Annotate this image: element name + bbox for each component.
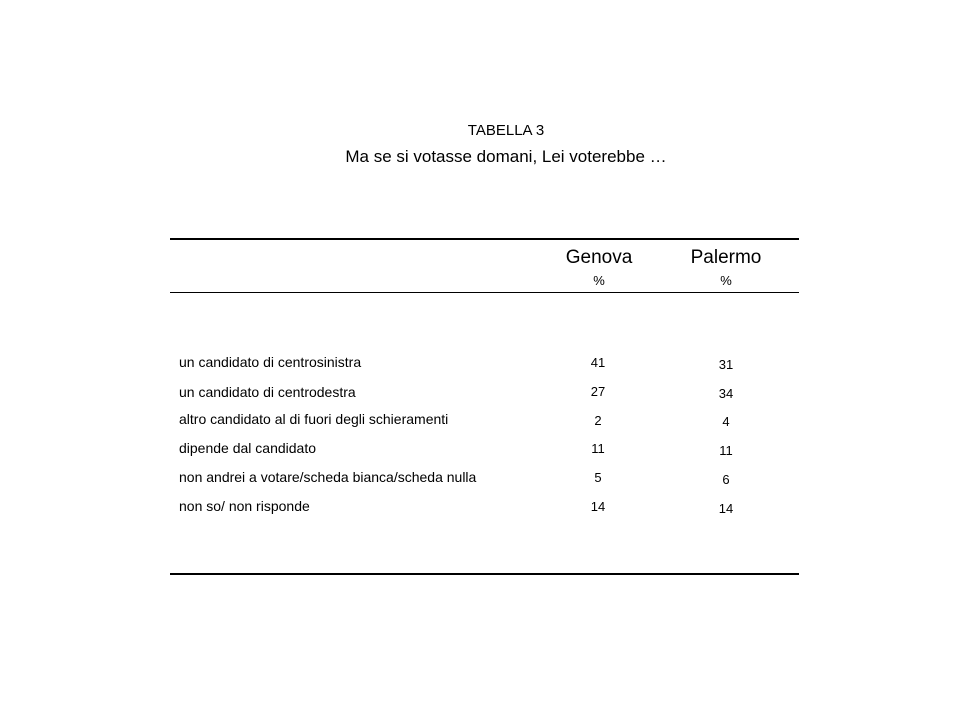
cell-palermo: 14 [718, 501, 734, 516]
row-label: dipende dal candidato [179, 440, 317, 456]
cell-palermo: 11 [719, 443, 733, 458]
cell-palermo: 4 [722, 414, 730, 429]
cell-palermo: 6 [722, 472, 730, 487]
row-label: non andrei a votare/scheda bianca/scheda nulla [179, 469, 477, 485]
header-rule [170, 292, 799, 293]
bottom-rule [170, 573, 799, 575]
table-label: TABELLA 3 [467, 122, 545, 139]
row-label: altro candidato al di fuori degli schieramenti [179, 411, 449, 427]
column-unit-palermo: % [720, 273, 732, 288]
cell-genova: 27 [590, 384, 606, 399]
column-header-palermo: Palermo [690, 247, 762, 268]
cell-genova: 2 [594, 413, 602, 428]
cell-genova: 5 [594, 470, 602, 485]
table-subtitle: Ma se si votasse domani, Lei voterebbe … [345, 147, 667, 166]
cell-genova: 11 [591, 441, 605, 456]
cell-genova: 41 [590, 355, 606, 370]
row-label: un candidato di centrodestra [179, 384, 356, 400]
top-rule [170, 238, 799, 240]
cell-palermo: 34 [718, 386, 734, 401]
column-unit-genova: % [593, 273, 605, 288]
row-label: non so/ non risponde [179, 498, 310, 514]
cell-palermo: 31 [718, 357, 734, 372]
column-header-genova: Genova [565, 247, 633, 268]
cell-genova: 14 [590, 499, 606, 514]
row-label: un candidato di centrosinistra [179, 354, 362, 370]
